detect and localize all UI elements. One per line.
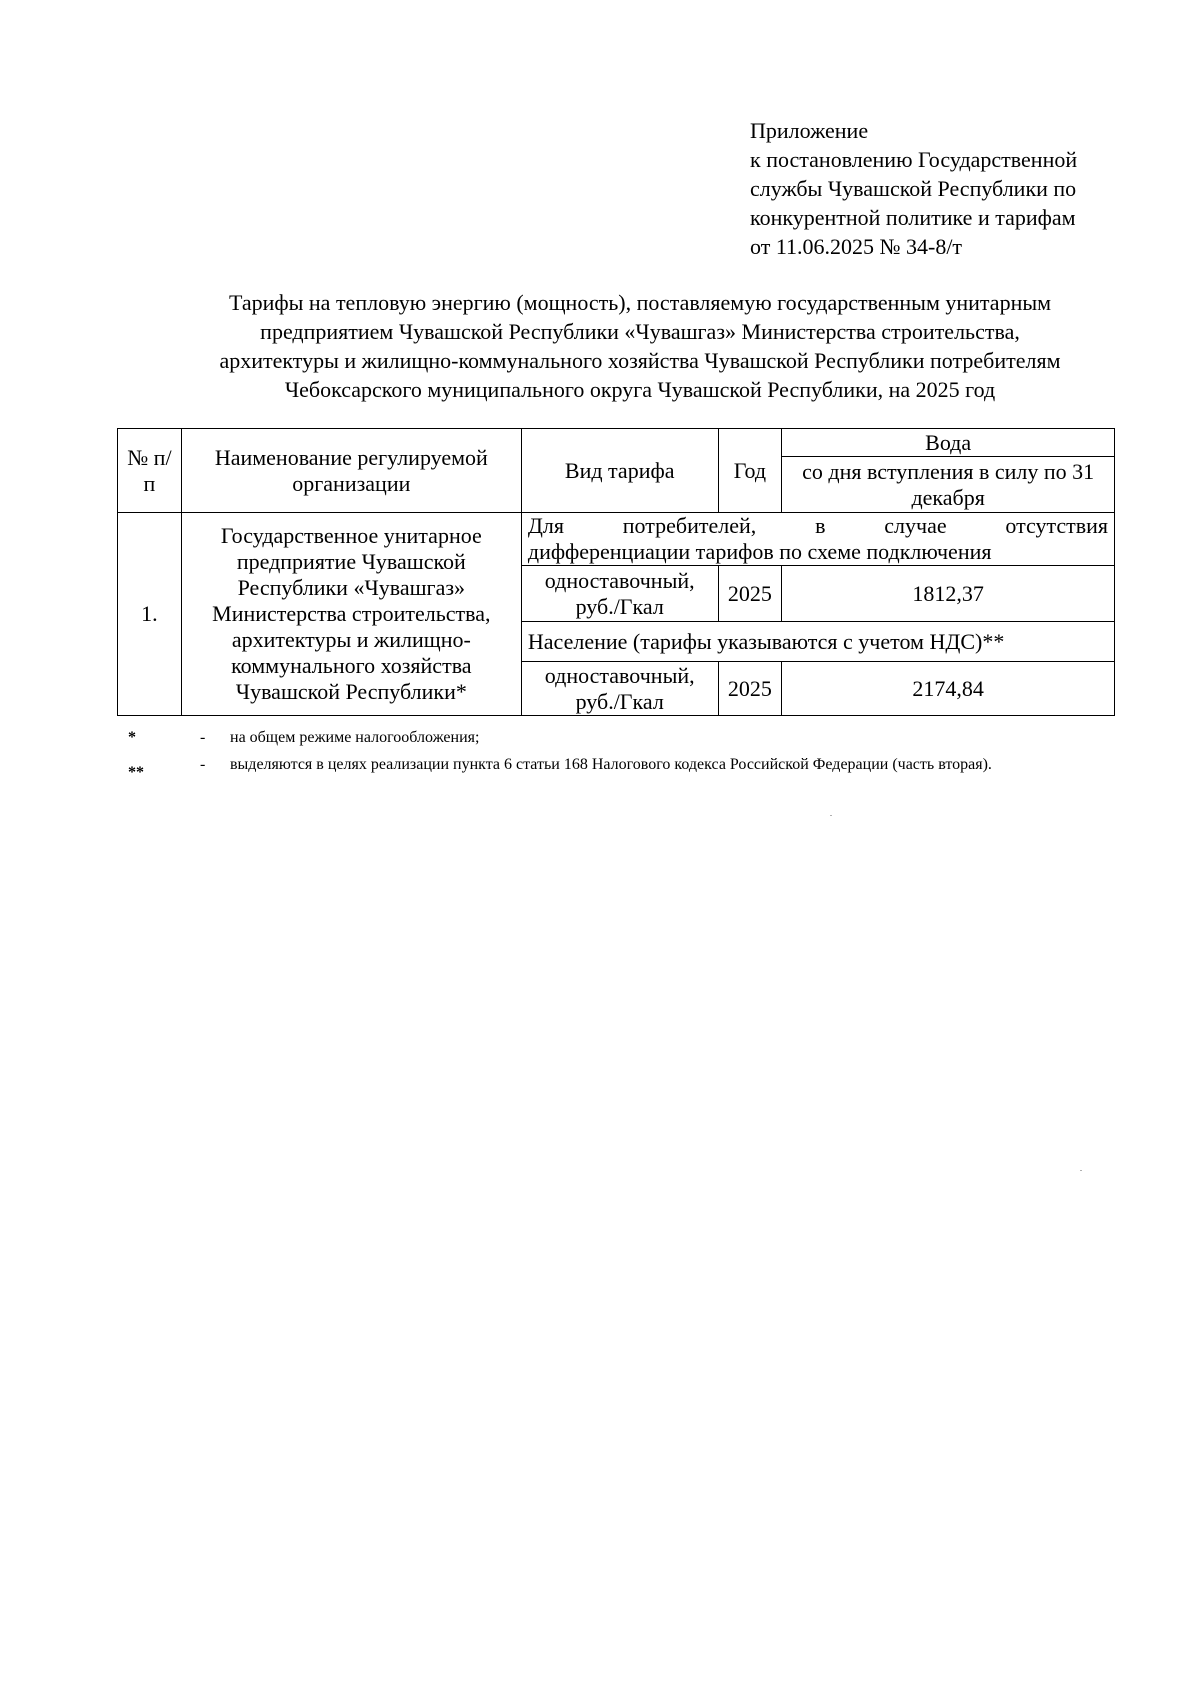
group1-value: 1812,37 xyxy=(782,566,1115,622)
group2-label: Население (тарифы указываются с учетом НДС)** xyxy=(521,622,1114,662)
header-year: Год xyxy=(718,429,782,513)
footnote-item xyxy=(120,754,1120,804)
header-kind: Вид тарифа xyxy=(521,429,718,513)
appendix-line: от 11.06.2025 № 34-8/т xyxy=(750,234,963,259)
row-org: Государственное унитарное предприятие Чувашской Республики «Чувашгаз» Министерства строительства, архитектуры и жилищно-коммунального хозяйства Чувашской Республики* xyxy=(181,513,521,716)
group1-year: 2025 xyxy=(718,566,782,622)
table-row xyxy=(118,513,1115,566)
appendix-line: Приложение xyxy=(750,118,869,143)
appendix-line: конкурентной политике и тарифам xyxy=(750,205,1076,230)
footnote-mark: * xyxy=(128,729,136,746)
row-num: 1. xyxy=(118,513,182,716)
footnote-text: на общем режиме налогообложения; xyxy=(230,729,480,746)
footnote-text: выделяются в целях реализации пункта 6 статьи 168 Налогового кодекса Российской Федерации (часть вторая). xyxy=(230,756,992,773)
header-water: Вода xyxy=(782,429,1115,457)
title-line: архитектуры и жилищно-коммунального хозяйства Чувашской Республики потребителям xyxy=(219,348,1061,373)
group2-value: 2174,84 xyxy=(782,662,1115,716)
footnote-dash: - xyxy=(200,729,206,746)
header-period: со дня вступления в силу по 31 декабря xyxy=(782,457,1115,513)
document-title xyxy=(130,288,1150,404)
tariff-table xyxy=(117,428,1115,716)
group1-tariff-kind: одноставочный, руб./Гкал xyxy=(521,566,718,622)
footnote-dash: - xyxy=(200,756,206,773)
appendix-line: к постановлению Государственной xyxy=(750,147,1078,172)
footnote-mark: ** xyxy=(128,764,144,781)
group1-label-line: дифференциации тарифов по схеме подключения xyxy=(527,539,992,564)
title-line: предприятием Чувашской Республики «Чувашгаз» Министерства строительства, xyxy=(260,319,1020,344)
header-num: № п/п xyxy=(118,429,182,513)
table-header-row xyxy=(118,429,1115,457)
group1-label xyxy=(521,513,1114,566)
scan-speck xyxy=(1080,1170,1082,1171)
appendix-line: службы Чувашской Республики по xyxy=(750,176,1077,201)
appendix-block xyxy=(750,116,1077,261)
group2-year: 2025 xyxy=(718,662,782,716)
header-org: Наименование регулируемой организации xyxy=(181,429,521,513)
title-line: Чебоксарского муниципального округа Чувашской Республики, на 2025 год xyxy=(284,377,996,402)
group2-tariff-kind: одноставочный, руб./Гкал xyxy=(521,662,718,716)
footnotes xyxy=(120,727,1120,804)
footnote-item xyxy=(120,727,1120,754)
scan-speck xyxy=(830,815,832,816)
title-line: Тарифы на тепловую энергию (мощность), поставляемую государственным унитарным xyxy=(228,290,1052,315)
group1-label-line: Для потребителей, в случае отсутствия xyxy=(527,513,1108,538)
